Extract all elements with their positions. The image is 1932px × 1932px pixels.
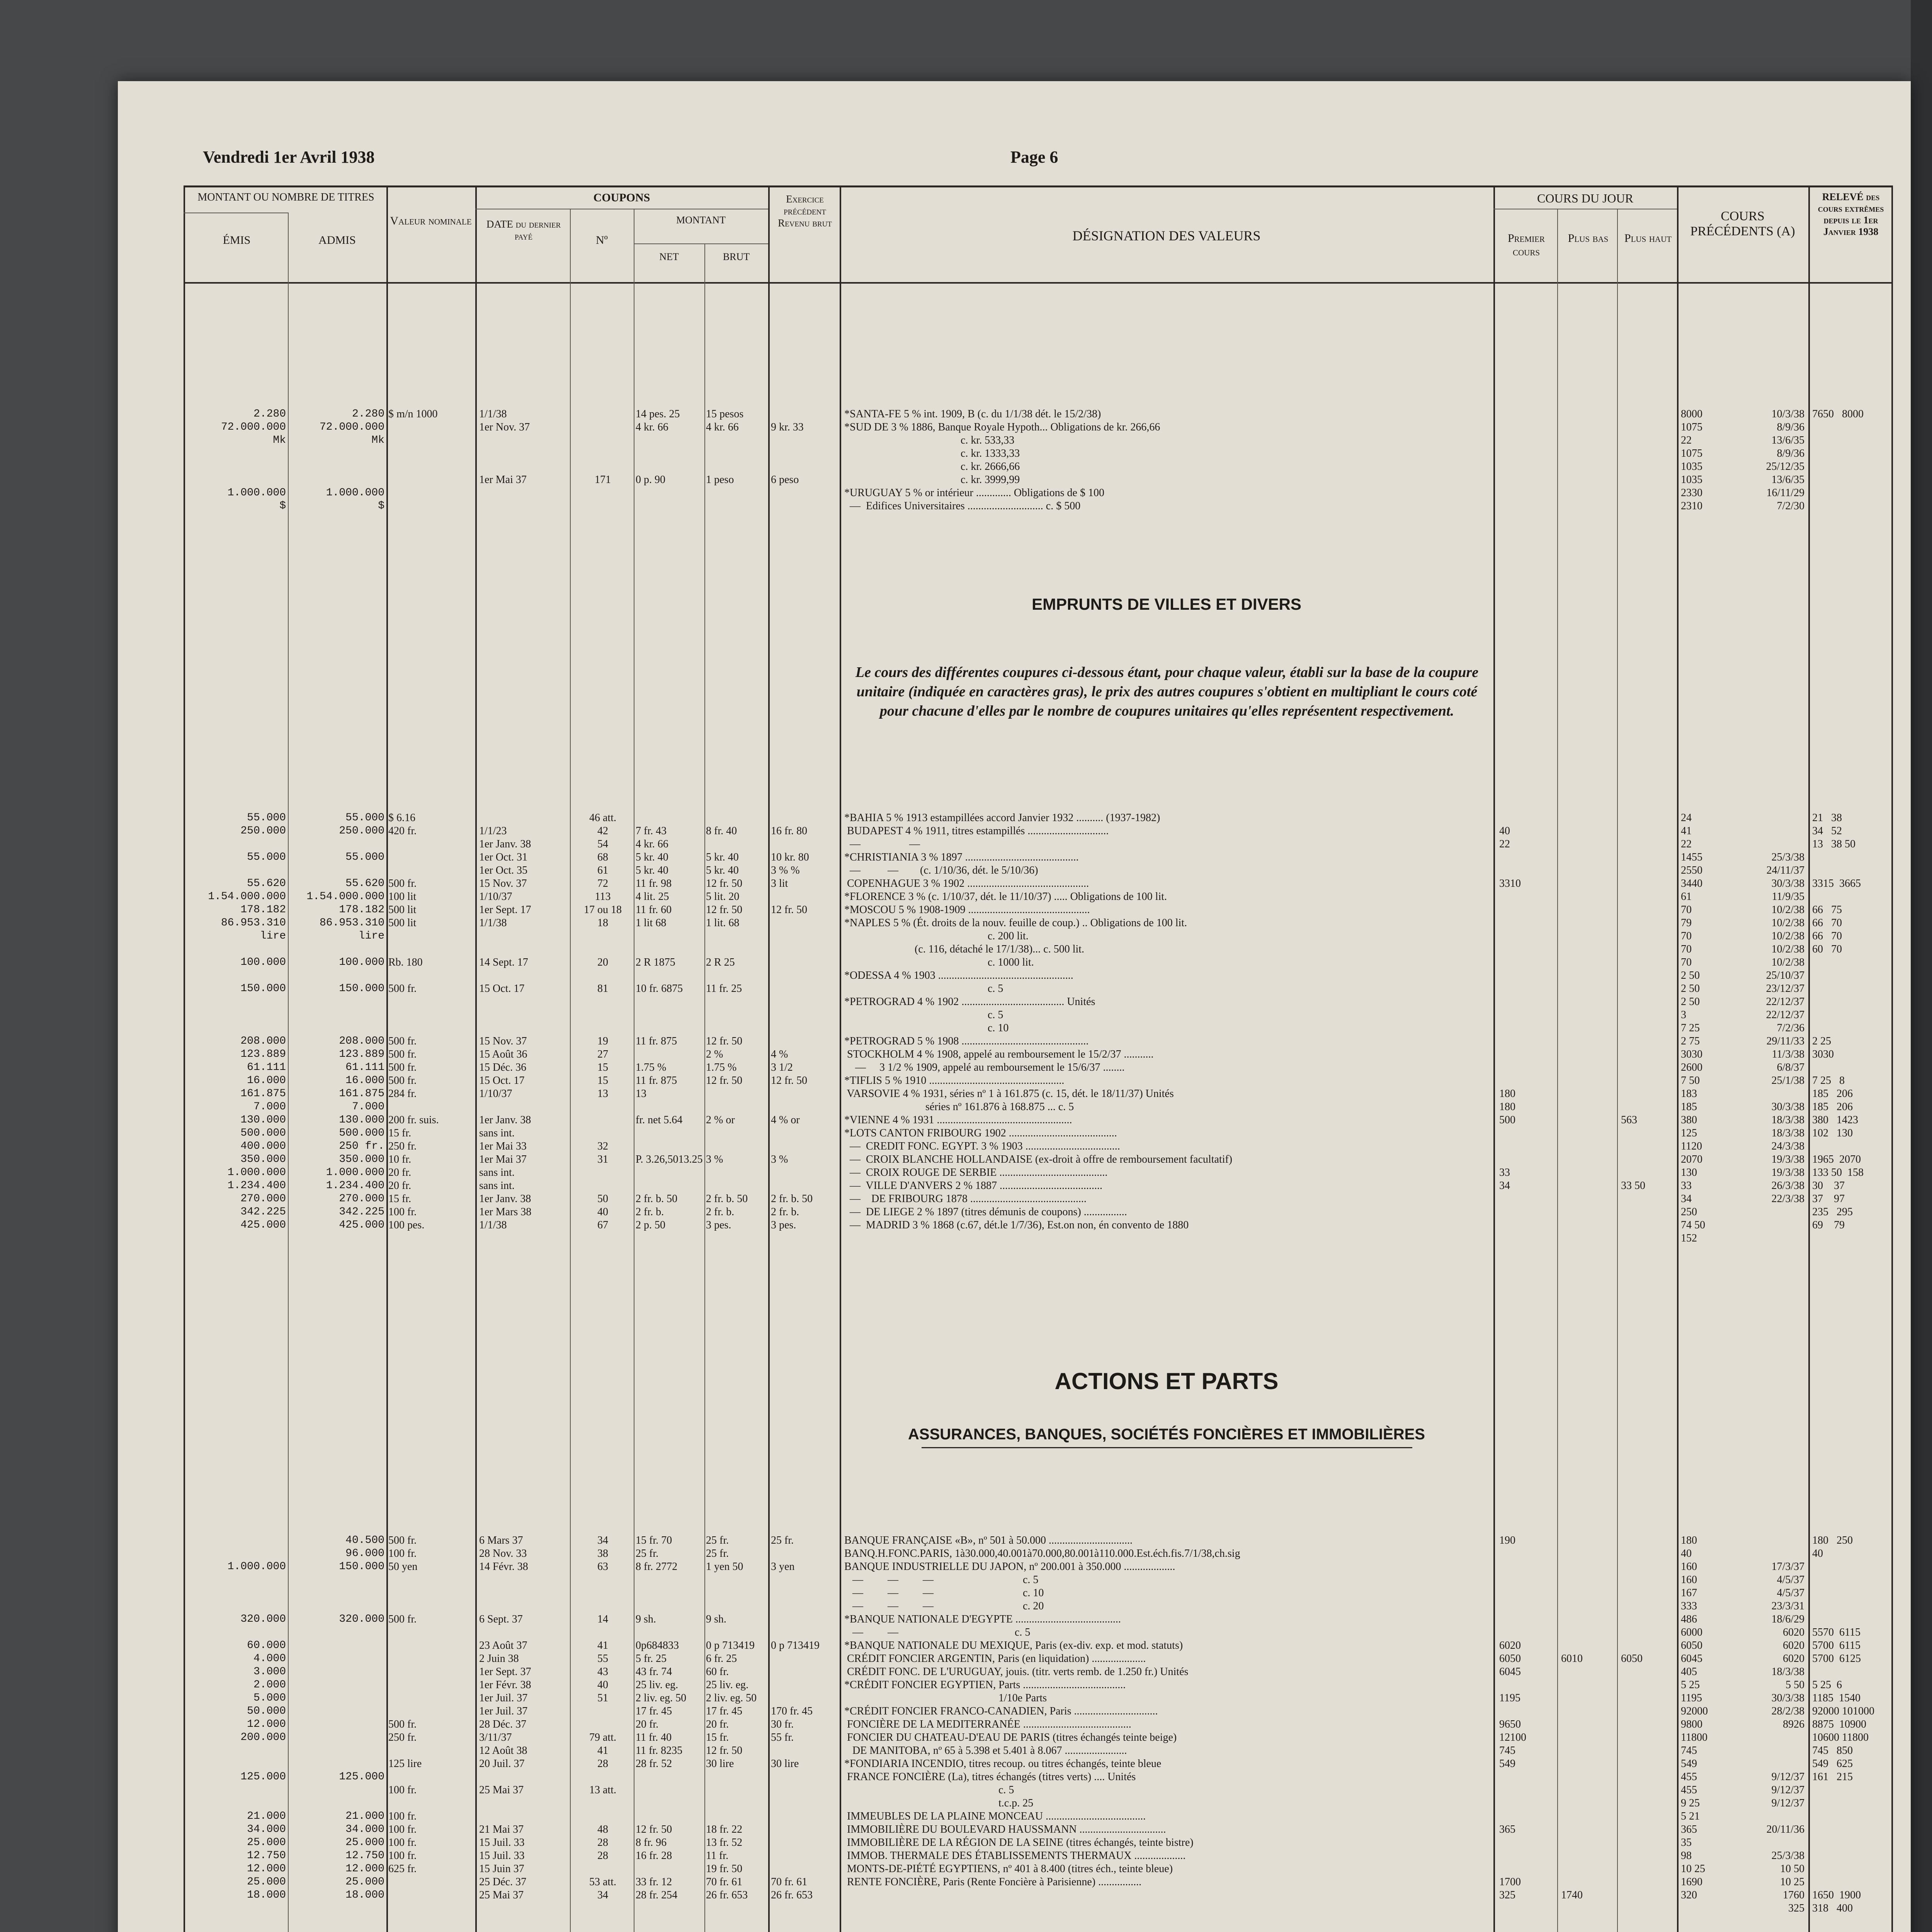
releve-column: 7650 8000 <box>1812 408 1864 420</box>
header-no: Nº <box>596 234 608 247</box>
col-rule <box>1808 185 1810 1932</box>
cours-precedents-dates: 17/3/37 4/5/37 4/5/37 23/3/31 18/6/29 6020 6020 6020 18/3/38 5 50 30/3/38 28/2/38 8926 9/12/37 9/12/37 9/12/37 20/11/36 25/3/38 10 50 10 25 1760 325 <box>1766 1561 1804 1914</box>
revenu-column: 25 fr. 3 yen 0 p 713419 170 fr. 45 30 fr. 55 fr. 30 lire 70 fr. 61 26 fr. 653 <box>771 1534 820 1901</box>
cours-precedents: 8000 1075 22 1075 1035 1035 2330 2310 <box>1681 408 1702 512</box>
background-strip <box>1911 0 1932 1932</box>
admis-column: 2.280 72.000.000 Mk 1.000.000 $ <box>319 408 384 512</box>
newspaper-page <box>118 81 1911 1932</box>
col-rule <box>570 209 571 1932</box>
brut-column: 25 fr. 25 fr. 1 yen 50 9 sh. 0 p 713419 6 fr. 25 60 fr. 25 liv. eg. 2 liv. eg. 50 17 fr. 45 20 fr. 15 fr. 12 fr. 50 30 lire 18 fr. 22 13 fr. 52 11 fr. 19 fr. 50 70 fr. 61 26 fr. 653 <box>706 1534 757 1901</box>
net-column: 14 pes. 25 4 kr. 66 0 p. 90 <box>636 408 680 486</box>
plus-bas: 6010 1740 <box>1561 1653 1583 1901</box>
col-rule <box>288 213 289 1932</box>
cours-precedents-dates: 25/3/38 24/11/37 30/3/38 11/9/35 10/2/38 10/2/38 10/2/38 10/2/38 10/2/38 25/10/37 23/12/37 22/12/37 22/12/37 7/2/36 29/11/33 11/3/38 6/8/37 25/1/38 30/3/38 18/3/38 18/3/38 24/3/38 19/3/38 19/3/38 26/3/38 22/3/38 <box>1766 851 1804 1205</box>
page-number: Page 6 <box>1010 148 1058 167</box>
cours-precedents: 24 41 22 1455 2550 3440 61 70 79 70 70 70 2 50 2 50 2 50 3 7 25 2 75 3030 2600 7 50 183 185 380 125 1120 2070 130 33 34 250 74 50 152 <box>1681 812 1705 1244</box>
plus-haut: 6050 <box>1621 1653 1643 1665</box>
emis-column: 1.000.000 320.000 60.000 4.000 3.000 2.000 5.000 50.000 12.000 200.000 125.000 21.000 34.000 25.000 12.750 12.000 25.000 18.000 <box>227 1561 286 1901</box>
revenu-column: 9 kr. 33 6 peso <box>771 421 804 486</box>
releve-column: 180 250 40 5570 6115 5700 6115 5700 6125 5 25 6 1185 1540 92000 101000 8875 10900 10600 11800 745 850 549 625 161 215 1650 1900 318 400 <box>1812 1534 1874 1914</box>
designation-column: BANQUE FRANÇAISE «B», nº 501 à 50.000 ............................... BANQ.H.FONC.PARIS, 1à30.000,40.001à70.000,80.001à110.000.Est.éch.fis.7/1/38,ch.sig BANQUE INDUSTRIELLE DU JAPON, nº 200.001 à 350.000 ................... — — — c. 5 — — — c. 10 — — — c. 20 *BANQUE NATIONALE D'EGYPTE ....................................... — — c. 5 *BANQUE NATIONALE DU MEXIQUE, Paris (ex-div. exp. et mod. statuts) CRÉDIT FONCIER ARGENTIN, Paris (en liquidation) .................... CRÉDIT FONC. DE L'URUGUAY, jouis. (titr. verts remb. de 1.250 fr.) Unités *CRÉDIT FONCIER EGYPTIEN, Parts ...................................... 1/10e Parts *CRÉDIT FONCIER FRANCO-CANADIEN, Paris ............................... FONCIÈRE DE LA MEDITERRANÉE ........................................ FONCIER DU CHATEAU-D'EAU DE PARIS (titres échangés teinte beige) DE MANITOBA, nº 65 à 5.398 et 5.401 à 8.067 ....................... *FONDIARIA INCENDIO, titres recoup. ou titres échangés, teinte bleue FRANCE FONCIÈRE (La), titres échangés (titres verts) .... Unités c. 5 t.c.p. 25 IMMEUBLES DE LA PLAINE MONCEAU ..................................... IMMOBILIÈRE DU BOULEVARD HAUSSMANN ................................ IMMOBILIÈRE DE LA RÉGION DE LA SEINE (titres échangés, teinte bistre) IMMOB. THERMALE DES ÉTABLISSEMENTS THERMAUX ................... MONTS-DE-PIÉTÉ EGYPTIENS, nº 401 à 8.400 (titres éch., teinte bleue) RENTE FONCIÈRE, Paris (Rente Foncière à Parisienne) ................ <box>844 1534 1240 1888</box>
cours-precedents-dates: 10/3/38 8/9/36 13/6/35 8/9/36 25/12/35 13/6/35 16/11/29 7/2/30 <box>1766 408 1804 512</box>
section-note: Le cours des différentes coupures ci-dessous étant, pour chaque valeur, établi sur la base de la coupure unitaire (indiquée en caractères gras), le prix des autres coupures s'obtient en multipliant le cours coté pour chacune d'elles par le nombre de coupures unitaires qu'elles représentent respectivement. <box>855 664 1479 719</box>
header-plus-bas: Plus bas <box>1568 232 1609 245</box>
date-column: 6 Mars 37 28 Nov. 33 14 Févr. 38 6 Sept. 37 23 Août 37 2 Juin 38 1er Sept. 37 1er Févr. 38 1er Juil. 37 1er Juil. 37 28 Déc. 37 3/11/37 12 Août 38 20 Juil. 37 25 Mai 37 21 Mai 37 15 Juil. 33 15 Juil. 33 15 Juin 37 25 Déc. 37 25 Mai 37 <box>479 1534 531 1901</box>
valeur-column: $ 6.16 420 fr. 500 fr. 100 lit 500 lit 500 lit Rb. 180 500 fr. 500 fr. 500 fr. 500 fr. 500 fr. 284 fr. 200 fr. suis. 15 fr. 250 fr. 10 fr. 20 fr. 20 fr. 15 fr. 100 fr. 100 pes. <box>388 812 439 1231</box>
header-valeur: Valeur nominale <box>390 214 472 227</box>
brut-column: 8 fr. 40 5 kr. 40 5 kr. 40 12 fr. 50 5 lit. 20 12 fr. 50 1 lit. 68 2 R 25 11 fr. 25 12 fr. 50 2 % 1.75 % 12 fr. 50 2 % or 3 % 2 fr. b. 50 2 fr. b. 3 pes. <box>706 825 748 1231</box>
section-assurances: ASSURANCES, BANQUES, SOCIÉTÉS FONCIÈRES ET IMMOBILIÈRES <box>908 1426 1425 1443</box>
header-brut: BRUT <box>723 251 750 262</box>
header-releve: RELEVÉ des cours extrêmes depuis le 1er Janvier 1938 <box>1818 191 1884 237</box>
header-admis: ADMIS <box>318 234 356 247</box>
emis-column: 2.280 72.000.000 Mk 1.000.000 $ <box>221 408 286 512</box>
section-actions: ACTIONS ET PARTS <box>1054 1368 1279 1394</box>
header-montant-coupon: MONTANT <box>676 214 726 226</box>
col-rule <box>475 185 477 1932</box>
header-montant: MONTANT OU NOMBRE DE TITRES <box>197 191 374 203</box>
frame-header-bottom <box>184 282 1891 284</box>
net-column: 7 fr. 43 4 kr. 66 5 kr. 40 5 kr. 40 11 fr. 98 4 lit. 25 11 fr. 60 1 lit 68 2 R 1875 10 fr. 6875 11 fr. 875 1.75 % 11 fr. 875 13 fr. net 5.64 P. 3.26,5013.25 2 fr. b. 50 2 fr. b. 2 p. 50 <box>636 825 703 1231</box>
header-cours-jour: COURS DU JOUR <box>1537 191 1633 205</box>
header-net: NET <box>659 251 679 262</box>
frame-top <box>184 185 1891 187</box>
page-date: Vendredi 1er Avril 1938 <box>203 148 375 167</box>
col-rule <box>1617 209 1618 1932</box>
subhead-rule <box>634 243 768 244</box>
col-rule <box>386 185 388 1932</box>
col-rule <box>1891 185 1893 1932</box>
no-column: 34 38 63 14 41 55 43 40 51 79 att. 41 28 13 att. 48 28 28 53 att. 34 <box>589 1534 616 1901</box>
col-rule <box>1677 185 1679 1932</box>
admis-column: 55.000 250.000 55.000 55.620 1.54.000.000 178.182 86.953.310 lire 100.000 150.000 208.000 123.889 61.111 16.000 161.875 7.000 130.000 500.000 250 fr. 350.000 1.000.000 1.234.400 270.000 342.225 425.000 <box>306 812 384 1231</box>
section-underline <box>922 1447 1412 1448</box>
col-rule <box>1493 185 1495 1932</box>
valeur-column: $ m/n 1000 <box>388 408 438 420</box>
section-emprunts: EMPRUNTS DE VILLES ET DIVERS <box>1032 595 1301 613</box>
header-designation: DÉSIGNATION DES VALEURS <box>1072 228 1261 243</box>
no-column: 171 <box>595 474 611 486</box>
valeur-column: 500 fr. 100 fr. 50 yen 500 fr. 500 fr. 250 fr. 125 lire 100 fr. 100 fr. 100 fr. 100 fr. 100 fr. 625 fr. <box>388 1534 422 1875</box>
header-emis: ÉMIS <box>223 234 251 247</box>
date-column: 1/1/23 1er Janv. 38 1er Oct. 31 1er Oct. 35 15 Nov. 37 1/10/37 1er Sept. 17 1/1/38 14 Sept. 17 15 Oct. 17 15 Nov. 37 15 Août 36 15 Déc. 36 15 Oct. 17 1/10/37 1er Janv. 38 sans int. 1er Mai 33 1er Mai 37 sans int. sans int. 1er Janv. 38 1er Mars 38 1/1/38 <box>479 825 532 1231</box>
plus-haut: 563 33 50 <box>1621 1114 1645 1192</box>
releve-column: 21 38 34 52 13 38 50 3315 3665 66 75 66 70 66 70 60 70 2 25 3030 7 25 8 185 206 185 206 380 1423 102 130 1965 2070 133 50 158 30 37 37 97 235 295 69 79 <box>1812 812 1864 1231</box>
premier-cours: 40 22 3310 180 180 500 33 34 <box>1499 825 1521 1192</box>
header-exercice: Exercice précédent Revenu brut <box>778 193 832 229</box>
col-rule <box>840 185 841 1932</box>
header-premier: Premier cours <box>1507 232 1545 258</box>
premier-cours: 190 6020 6050 6045 1195 9650 12100 745 549 365 1700 325 <box>1499 1534 1526 1901</box>
emis-column: 55.000 250.000 55.000 55.620 1.54.000.000 178.182 86.953.310 lire 100.000 150.000 208.000 123.889 61.111 16.000 161.875 7.000 130.000 500.000 400.000 350.000 1.000.000 1.234.400 270.000 342.225 425.000 <box>208 812 286 1231</box>
header-precedents: COURS PRÉCÉDENTS (A) <box>1690 209 1795 239</box>
net-column: 15 fr. 70 25 fr. 8 fr. 2772 9 sh. 0p684833 5 fr. 25 43 fr. 74 25 liv. eg. 2 liv. eg. 50 17 fr. 45 20 fr. 11 fr. 40 11 fr. 8235 28 fr. 52 12 fr. 50 8 fr. 96 16 fr. 28 33 fr. 12 28 fr. 254 <box>636 1534 687 1901</box>
no-column: 46 att. 42 54 68 61 72 113 17 ou 18 18 20 81 19 27 15 15 13 32 31 50 40 67 <box>584 812 622 1231</box>
date-column: 1/1/38 1er Nov. 37 1er Mai 37 <box>479 408 530 486</box>
cours-precedents: 180 40 160 160 167 333 486 6000 6050 6045 405 5 25 1195 92000 9800 11800 745 549 455 455 9 25 5 21 365 35 98 10 25 1690 320 <box>1681 1534 1708 1901</box>
header-date: DATE du dernier payé <box>486 218 561 242</box>
brut-column: 15 pesos 4 kr. 66 1 peso <box>706 408 744 486</box>
col-rule <box>704 243 705 1932</box>
col-rule <box>768 185 770 1932</box>
revenu-column: 16 fr. 80 10 kr. 80 3 % % 3 lit 12 fr. 50 4 % 3 1/2 12 fr. 50 4 % or 3 % 2 fr. b. 50 2 fr. b. 3 pes. <box>771 825 813 1231</box>
designation-column: *SANTA-FE 5 % int. 1909, B (c. du 1/1/38 dét. le 15/2/38) *SUD DE 3 % 1886, Banque Royale Hypoth... Obligations de kr. 266,66 c. kr. 533,33 c. kr. 1333,33 c. kr. 2666,66 c. kr. 3999,99 *URUGUAY 5 % or intérieur ............. Obligations de $ 100 — Edifices Universitaires ............................ c. $ 500 <box>844 408 1160 512</box>
header-plus-haut: Plus haut <box>1624 232 1672 245</box>
admis-column: 40.500 96.000 150.000 320.000 125.000 21.000 34.000 25.000 12.750 12.000 25.000 18.000 <box>339 1534 384 1901</box>
col-rule <box>184 185 185 1932</box>
header-coupons: COUPONS <box>593 191 650 204</box>
col-rule <box>1557 209 1558 1932</box>
designation-column: *BAHIA 5 % 1913 estampillées accord Janvier 1932 .......... (1937-1982) BUDAPEST 4 % 1911, titres estampillés .............................. — — *CHRISTIANIA 3 % 1897 .......................................... — — (c. 1/10/36, dét. le 5/10/36) COPENHAGUE 3 % 1902 ............................................. *FLORENCE 3 % (c. 1/10/37, dét. le 11/10/37) ..... Obligations de 100 lit. *MOSCOU 5 % 1908-1909 ............................................. *NAPLES 5 % (Ét. droits de la nouv. feuille de coup.) .. Obligations de 100 lit. c. 200 lit. (c. 116, détaché le 17/1/38)... c. 500 lit. c. 1000 lit. *ODESSA 4 % 1903 .................................................. c. 5 *PETROGRAD 4 % 1902 ...................................... Unités c. 5 c. 10 *PETROGRAD 5 % 1908 ............................................... STOCKHOLM 4 % 1908, appelé au remboursement le 15/2/37 ........... — 3 1/2 % 1909, appelé au remboursement le 15/6/37 ........ *TIFLIS 5 % 1910 .................................................. VARSOVIE 4 % 1931, séries nº 1 à 161.875 (c. 15, dét. le 18/11/37) Unités séries nº 161.876 à 168.875 ... c. 5 *VIENNE 4 % 1931 .................................................. *LOTS CANTON FRIBOURG 1902 ........................................ — CREDIT FONC. EGYPT. 3 % 1903 ................................... — CROIX BLANCHE HOLLANDAISE (ex-droit à offre de remboursement facultatif) — CROIX ROUGE DE SERBIE ........................................ — VILLE D'ANVERS 2 % 1887 ...................................... — DE FRIBOURG 1878 ........................................... — DE LIEGE 2 % 1897 (titres démunis de coupons) ................ — MADRID 3 % 1868 (c.67, dét.le 1/7/36), Est.on non, én convento de 1880 <box>844 812 1233 1231</box>
